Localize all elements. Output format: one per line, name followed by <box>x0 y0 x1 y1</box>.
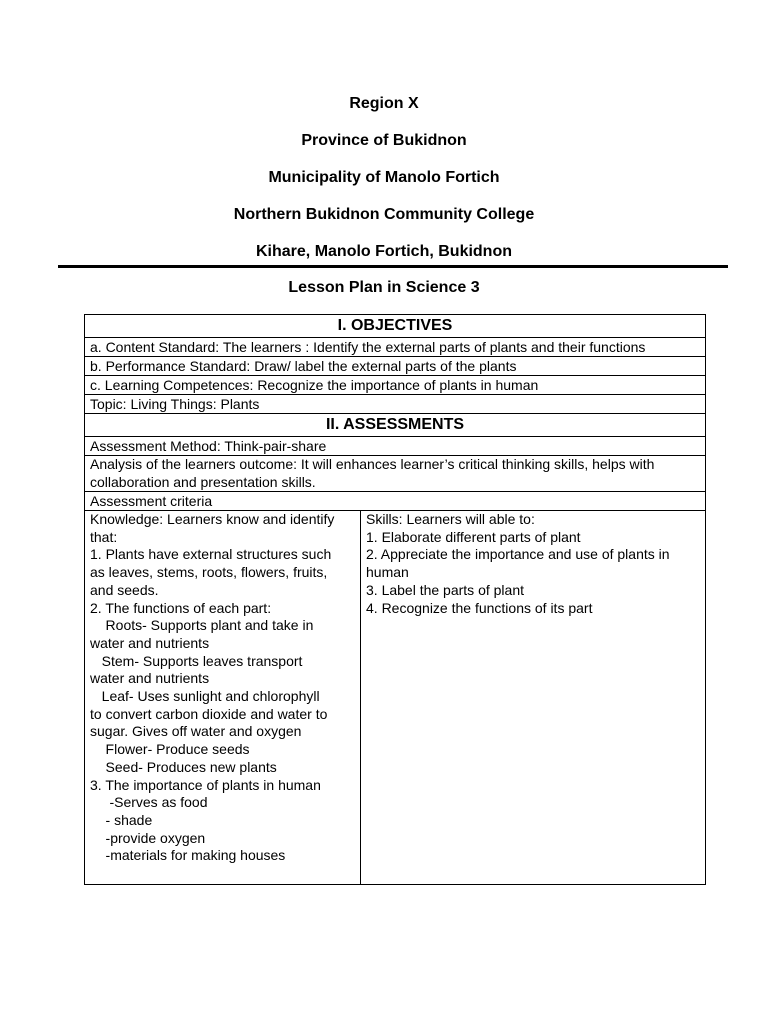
analysis-line: Analysis of the learners outcome: It will enhances learner’s critical thinking skills, helps with <box>90 456 655 472</box>
lesson-plan-table <box>84 314 706 885</box>
knowledge-line: 3. The importance of plants in human <box>90 776 321 793</box>
knowledge-line: Leaf- Uses sunlight and chlorophyll <box>90 688 320 705</box>
knowledge-line: 1. Plants have external structures such <box>90 546 332 563</box>
knowledge-line: Roots- Supports plant and take in <box>90 617 314 634</box>
knowledge-column <box>85 511 361 884</box>
skills-line: 4. Recognize the functions of its part <box>366 599 593 616</box>
knowledge-line: that: <box>90 528 118 545</box>
knowledge-line: water and nutrients <box>90 634 210 651</box>
college-heading: Northern Bukidnon Community College <box>233 206 535 223</box>
skills-line: human <box>366 564 409 581</box>
skills-column <box>361 511 705 884</box>
knowledge-line: and seeds. <box>90 581 159 598</box>
skills-line: Skills: Learners will able to: <box>366 511 535 527</box>
province-heading: Province of Bukidnon <box>301 132 467 149</box>
objectives-heading: I. OBJECTIVES <box>85 315 705 338</box>
knowledge-line: -Serves as food <box>90 794 208 811</box>
criteria-columns <box>85 511 705 884</box>
knowledge-line: Stem- Supports leaves transport <box>90 652 303 669</box>
page-title: Lesson Plan in Science 3 <box>288 279 480 296</box>
topic-row: Topic: Living Things: Plants <box>85 395 705 414</box>
address-heading: Kihare, Manolo Fortich, Bukidnon <box>256 243 512 260</box>
knowledge-line: water and nutrients <box>90 670 210 687</box>
knowledge-line: to convert carbon dioxide and water to <box>90 705 328 722</box>
performance-standard-row: b. Performance Standard: Draw/ label the external parts of the plants <box>85 357 705 376</box>
knowledge-line: -provide oxygen <box>90 829 206 846</box>
content-standard-row: a. Content Standard: The learners : Identify the external parts of plants and their functions <box>85 338 705 357</box>
region-heading: Region X <box>349 95 419 112</box>
knowledge-line: Flower- Produce seeds <box>90 741 250 758</box>
skills-line: 1. Elaborate different parts of plant <box>366 528 581 545</box>
header-divider <box>58 265 728 268</box>
assessment-method-row: Assessment Method: Think-pair-share <box>85 437 705 456</box>
skills-line: 3. Label the parts of plant <box>366 581 524 598</box>
knowledge-line: as leaves, stems, roots, flowers, fruits, <box>90 564 328 581</box>
municipality-heading: Municipality of Manolo Fortich <box>268 169 500 186</box>
knowledge-line: -materials for making houses <box>90 847 286 864</box>
knowledge-line: Seed- Produces new plants <box>90 758 277 775</box>
knowledge-line: 2. The functions of each part: <box>90 599 272 616</box>
skills-line: 2. Appreciate the importance and use of plants in <box>366 546 670 563</box>
knowledge-line: Knowledge: Learners know and identify <box>90 511 335 527</box>
knowledge-line: sugar. Gives off water and oxygen <box>90 723 302 740</box>
analysis-row <box>85 456 705 492</box>
learning-competences-row: c. Learning Competences: Recognize the importance of plants in human <box>85 376 705 395</box>
assessment-criteria-row: Assessment criteria <box>85 492 705 511</box>
assessments-heading: II. ASSESSMENTS <box>85 414 705 437</box>
analysis-line: collaboration and presentation skills. <box>90 473 316 490</box>
knowledge-line: - shade <box>90 811 153 828</box>
